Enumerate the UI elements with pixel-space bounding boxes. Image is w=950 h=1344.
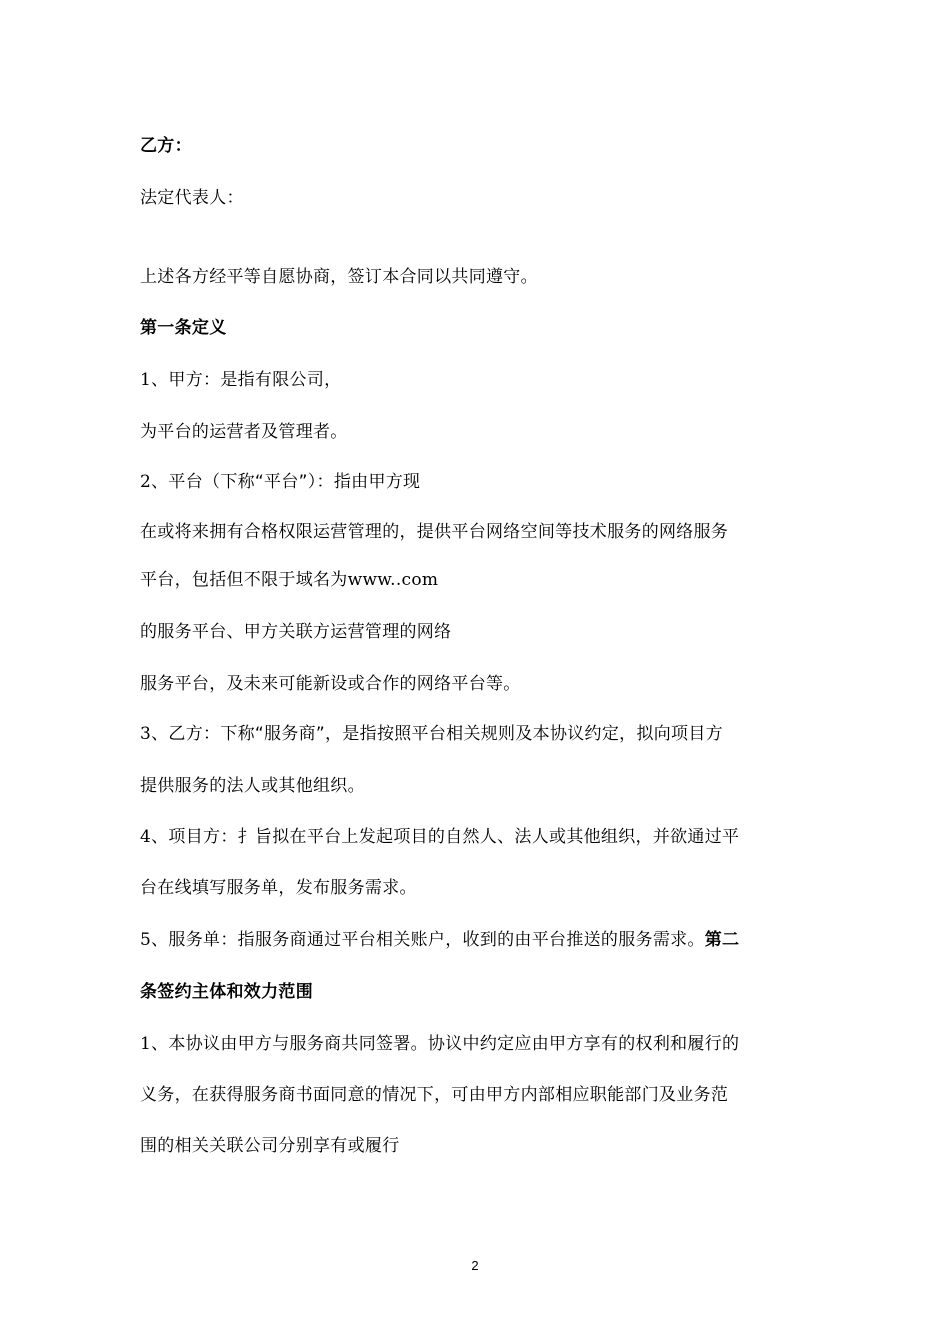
definition-2-continuation-3: 的服务平台、甲方关联方运营管理的网络 bbox=[140, 622, 452, 642]
page-number: 2 bbox=[471, 1258, 479, 1273]
definition-1-continuation: 为平台的运营者及管理者。 bbox=[140, 422, 348, 442]
article-2-title-part-1: 第二 bbox=[704, 930, 740, 950]
definition-4-text: 、项目方：扌旨拟在平台上发起项目的自然人、法人或其他组织，并欲通过平 bbox=[151, 827, 740, 847]
article-2-clause-1-continuation-2: 围的相关关联公司分别享有或履行 bbox=[140, 1136, 400, 1156]
definition-1 bbox=[140, 368, 341, 392]
definition-3-number: 3 bbox=[140, 724, 152, 744]
legal-representative-line: 法定代表人： bbox=[140, 188, 244, 208]
definition-2-continuation-4: 服务平台，及未来可能新设或合作的网络平台等。 bbox=[140, 674, 521, 694]
definition-4-continuation: 台在线填写服务单，发布服务需求。 bbox=[140, 878, 417, 898]
definition-4 bbox=[140, 825, 739, 849]
intro-paragraph: 上述各方经平等自愿协商，签订本合同以共同遵守。 bbox=[140, 267, 538, 287]
definition-2-domain: www..com bbox=[347, 570, 439, 590]
definition-3-continuation: 提供服务的法人或其他组织。 bbox=[140, 776, 365, 796]
article-2-clause-1-continuation-1: 义务，在获得服务商书面同意的情况下，可由甲方内部相应职能部门及业务范 bbox=[140, 1085, 729, 1105]
definition-3 bbox=[140, 722, 723, 746]
definition-5 bbox=[140, 928, 739, 952]
definition-2 bbox=[140, 470, 420, 494]
article-1-title: 第一条定义 bbox=[140, 318, 227, 338]
definition-2-number: 2 bbox=[140, 472, 152, 492]
article-2-clause-1-number: 1 bbox=[140, 1034, 152, 1054]
party-b-heading: 乙方： bbox=[140, 136, 192, 156]
definition-4-number: 4 bbox=[140, 827, 152, 847]
definition-3-text: 、乙方：下称“服务商”，是指按照平台相关规则及本协议约定，拟向项目方 bbox=[151, 724, 723, 744]
article-2-clause-1-text: 、本协议由甲方与服务商共同签署。协议中约定应由甲方享有的权利和履行的 bbox=[151, 1034, 740, 1054]
definition-5-number: 5 bbox=[140, 930, 152, 950]
definition-1-text: 、甲方：是指有限公司， bbox=[151, 370, 342, 390]
definition-2-continuation-1: 在或将来拥有合格权限运营管理的，提供平台网络空间等技术服务的网络服务 bbox=[140, 522, 729, 542]
definition-2-continuation-2 bbox=[140, 568, 438, 592]
definition-5-text: 、服务单：指服务商通过平台相关账户，收到的由平台推送的服务需求。 bbox=[151, 930, 705, 950]
definition-1-number: 1 bbox=[140, 370, 152, 390]
definition-2-text: 、平台（下称“平台”）：指由甲方现 bbox=[151, 472, 421, 492]
definition-2-domain-prefix: 平台，包括但不限于域名为 bbox=[140, 570, 348, 590]
article-2-clause-1 bbox=[140, 1032, 739, 1056]
article-2-title-part-2: 条签约主体和效力范围 bbox=[140, 982, 313, 1002]
